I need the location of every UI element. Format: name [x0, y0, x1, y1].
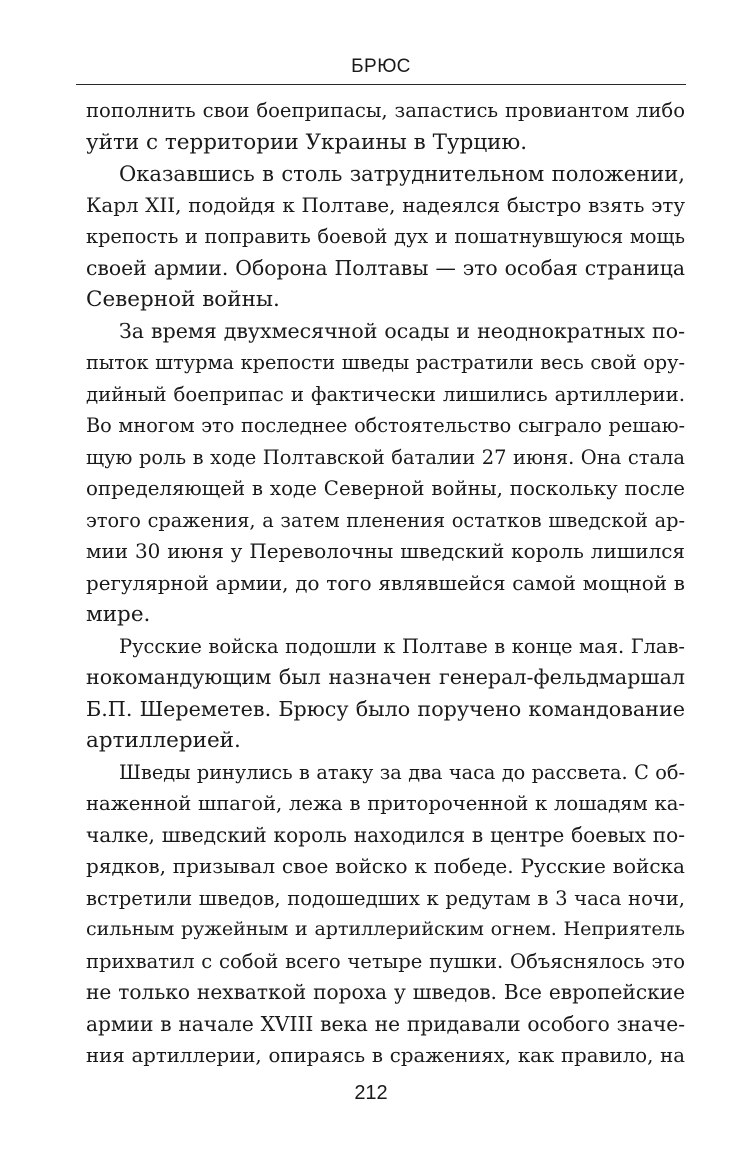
text-line: Русские войска подошли к Полтаве в конце мая. Глав-: [119, 634, 685, 658]
text-line: сильным ружейным и артиллерийским огнем. Неприятель: [86, 918, 685, 940]
text-line: Во многом это последнее обстоятельство сыграло решаю-: [86, 414, 685, 437]
text-line: рядков, призывал свое войско к победе. Русские войска: [86, 854, 685, 878]
text-line: чалке, шведский король находился в центре боевых по-: [86, 822, 685, 847]
text-line: регулярной армии, до того являвшейся самой мощной в: [86, 571, 685, 595]
text-line: встретили шведов, подошедших к редутам в 3 часа ночи,: [86, 886, 685, 910]
text-line: артиллерией.: [86, 728, 241, 753]
text-line: Северной войны.: [86, 287, 280, 312]
text-line: Шведы ринулись в атаку за два часа до рассвета. С об-: [119, 760, 685, 784]
text-line: ния артиллерии, опираясь в сражениях, как правило, на: [86, 1044, 685, 1067]
text-line: пыток штурма крепости шведы растратили весь свой ору-: [86, 351, 685, 374]
text-line: мии 30 июня у Переволочны шведский король лишился: [86, 539, 685, 563]
text-line: Оказавшись в столь затруднительном положении,: [119, 161, 685, 186]
text-line: мире.: [86, 602, 151, 627]
text-line: наженной шпагой, лежа в притороченной к лошадям ка-: [86, 792, 685, 815]
text-line: не только нехваткой пороха у шведов. Все европейские: [86, 980, 685, 1004]
text-line: нокомандующим был назначен генерал-фельдмаршал: [86, 665, 685, 689]
text-line: Б.П. Шереметев. Брюсу было поручено командование: [86, 696, 685, 721]
running-header-title: БРЮС: [351, 56, 411, 77]
text-line: Карл XII, подойдя к Полтаве, надеялся быстро взять эту: [86, 193, 685, 217]
text-line: своей армии. Оборона Полтавы — это особая страница: [86, 255, 685, 280]
text-line: За время двухмесячной осады и неоднократных по-: [119, 318, 685, 343]
running-header: [76, 54, 686, 85]
text-line: дийный боеприпас и фактически лишились артиллерии.: [86, 382, 685, 406]
text-line: щую роль в ходе Полтавской баталии 27 июня. Она стала: [86, 445, 685, 469]
text-line: крепость и поправить боевой дух и пошатнувшуюся мощь: [86, 225, 685, 248]
text-line: пополнить свои боеприпасы, запастись провиантом либо: [86, 99, 685, 122]
page-number: 212: [354, 1082, 388, 1104]
body-text: [86, 95, 685, 1072]
text-line: армии в начале XVIII века не придавали особого значе-: [86, 1011, 685, 1036]
text-line: уйти с территории Украины в Турцию.: [86, 129, 528, 155]
text-line: определяющей в ходе Северной войны, поскольку после: [86, 477, 685, 500]
text-line: этого сражения, а затем пленения остатков шведской ар-: [86, 508, 685, 532]
text-line: прихватил с собой всего четыре пушки. Объяснялось это: [86, 949, 685, 973]
